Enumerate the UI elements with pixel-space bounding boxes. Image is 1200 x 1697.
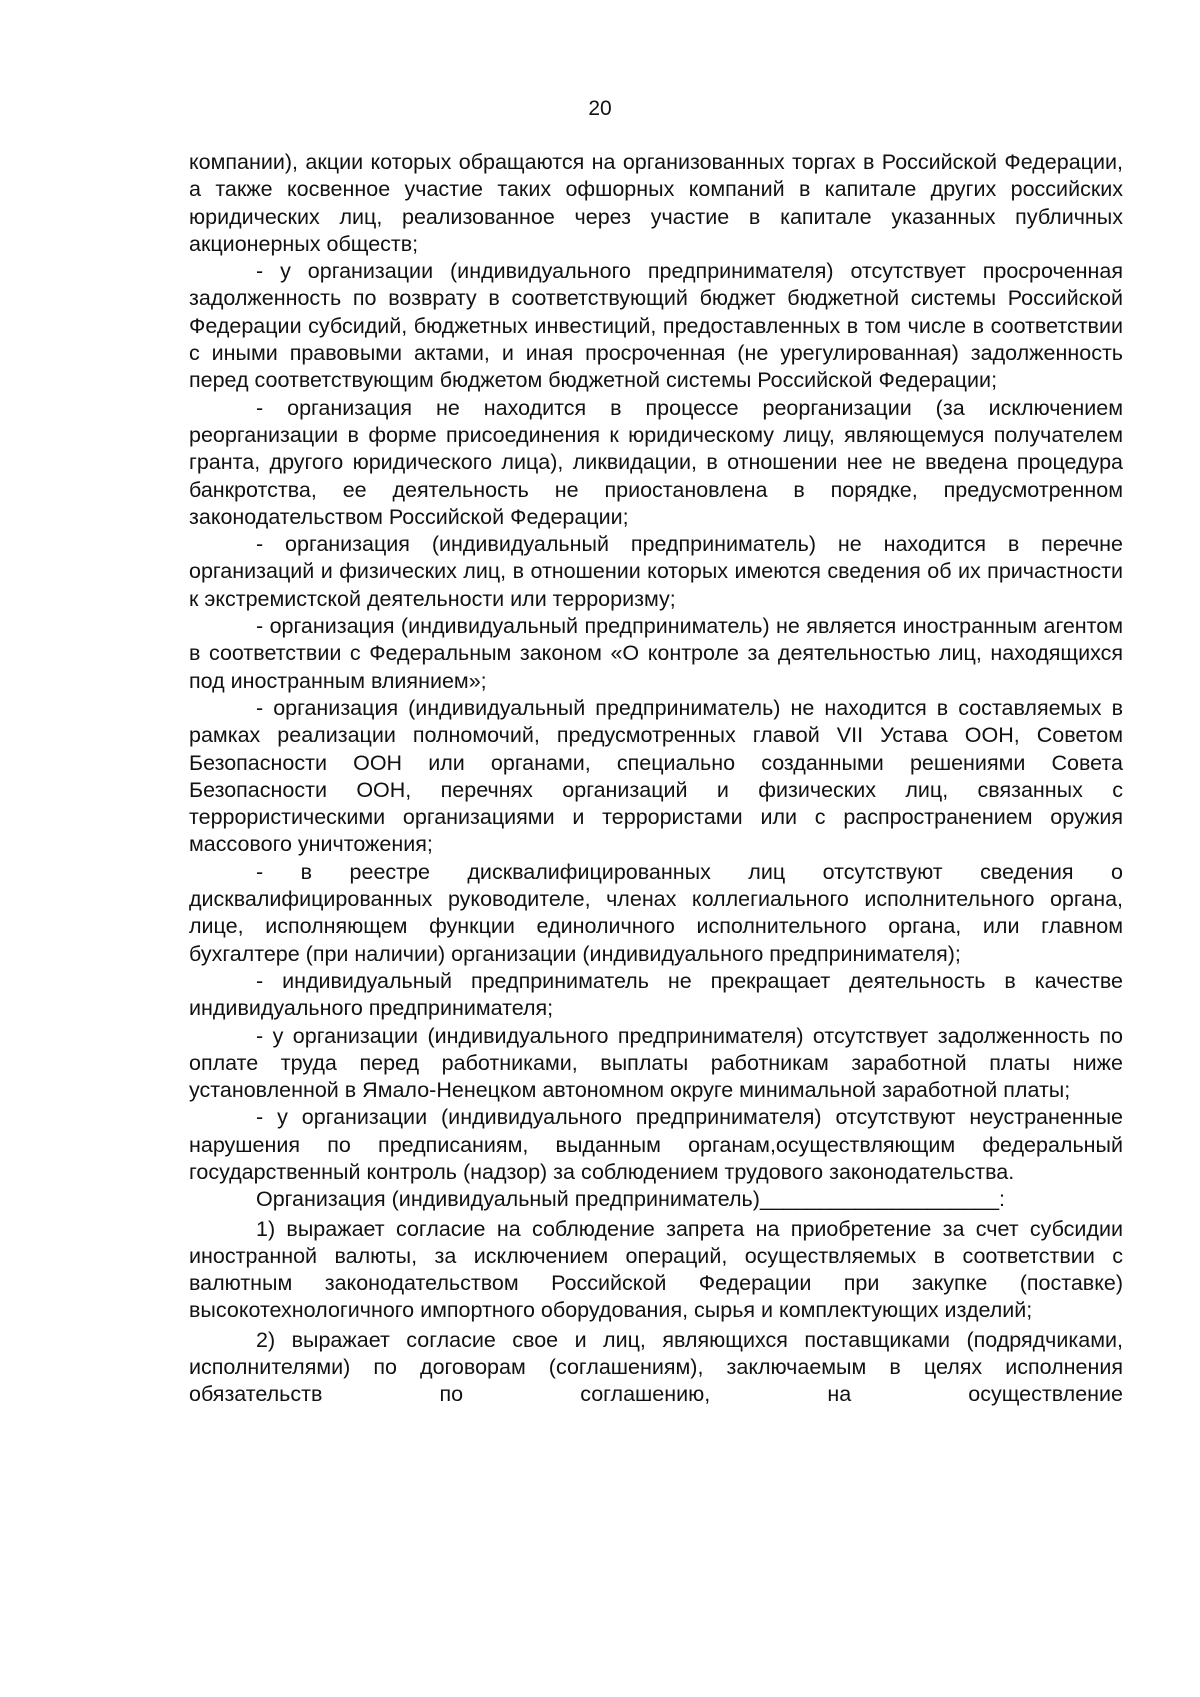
paragraph-not-un-sanctions-list: - организация (индивидуальный предприниматель) не находится в составляемых в рамках реализации полномочий, предусмотренных главой VII Устава ООН, Советом Безопасности ООН или органами, специально созданными решениями Совета Безопасности ООН, перечнях организаций и физических лиц, связанных с террористическими организациями и террористами или с распространением оружия массового уничтожения;	[189, 695, 1123, 857]
paragraph-no-wage-arrears: - у организации (индивидуального предпринимателя) отсутствует задолженность по оплате труда перед работниками, выплаты работникам заработной платы ниже установленной в Ямало-Ненецком автономном округе минимальной заработной платы;	[189, 1023, 1123, 1103]
paragraph-not-foreign-agent: - организация (индивидуальный предприниматель) не является иностранным агентом в соответствии с Федеральным законом «О контроле за деятельностью лиц, находящихся под иностранным влиянием»;	[189, 614, 1123, 693]
paragraph-not-extremist-list: - организация (индивидуальный предприниматель) не находится в перечне организаций и физических лиц, в отношении которых имеются сведения об их причастности к экстремистской деятельности или терроризму;	[189, 532, 1123, 611]
paragraph-item-2-consent: 2) выражает согласие свое и лиц, являющихся поставщиками (подрядчиками, исполнителями) по договорам (соглашениям), заключаемым в целях исполнения обязательств по соглашению, на осуществление	[189, 1327, 1123, 1407]
paragraph-no-reorganization: - организация не находится в процессе реорганизации (за исключением реорганизации в форме присоединения к юридическому лицу, являющемуся получателем гранта, другого юридического лица), ликвидации, в отношении нее не введена процедура банкротства, ее деятельность не приостановлена в порядке, предусмотренном законодательством Российской Федерации;	[189, 395, 1123, 529]
paragraph-entrepreneur-active: - индивидуальный предприниматель не прекращает деятельность в качестве индивидуального предпринимателя;	[189, 968, 1123, 1021]
paragraph-no-labor-violations: - у организации (индивидуального предпринимателя) отсутствуют неустраненные нарушения по предписаниям, выданным органам,осуществляющим федеральный государственный контроль (надзор) за соблюдением трудового законодательства.	[189, 1105, 1123, 1184]
paragraph-no-overdue-debt: - у организации (индивидуального предпринимателя) отсутствует просроченная задолженность по возврату в соответствующий бюджет бюджетной системы Российской Федерации субсидий, бюджетных инвестиций, предоставленных в том числе в соответствии с иными правовыми актами, и иная просроченная (не урегулированная) задолженность перед соответствующим бюджетом бюджетной системы Российской Федерации;	[189, 259, 1123, 393]
paragraph-disqualified-registry: - в реестре дисквалифицированных лиц отсутствуют сведения о дисквалифицированных руководителе, членах коллегиального исполнительного органа, лице, исполняющем функции единоличного исполнительного органа, или главном бухгалтере (при наличии) организации (индивидуального предпринимателя);	[189, 859, 1123, 966]
paragraph-offshore-continuation: компании), акции которых обращаются на организованных торгах в Российской Федерации, а также косвенное участие таких офшорных компаний в капитале других российских юридических лиц, реализованное через участие в капитале указанных публичных акционерных обществ;	[189, 150, 1123, 256]
document-body	[189, 149, 1123, 1409]
paragraph-organization-intro: Организация (индивидуальный предприниматель)____________________:	[256, 1187, 1006, 1212]
page-number: 20	[588, 97, 612, 120]
paragraph-item-1-currency-ban: 1) выражает согласие на соблюдение запрета на приобретение за счет субсидии иностранной валюты, за исключением операций, осуществляемых в соответствии с валютным законодательством Российской Федерации при закупке (поставке) высокотехнологичного импортного оборудования, сырья и комплектующих изделий;	[189, 1216, 1123, 1323]
